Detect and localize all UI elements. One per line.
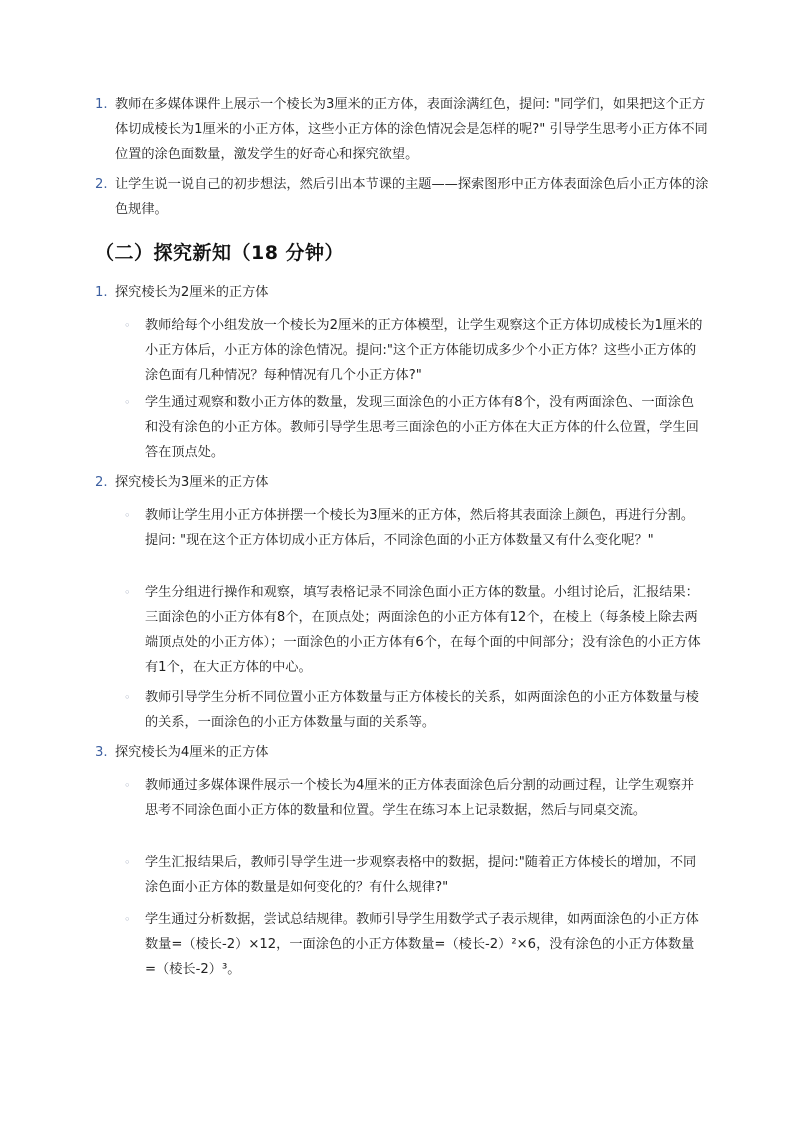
step-1-bullet-1	[124, 313, 704, 388]
step-3-number: 3.	[95, 745, 108, 760]
bullet-marker: ◦	[124, 691, 131, 704]
intro-item-1-text: 教师在多媒体课件上展示一个棱长为3厘米的正方体，表面涂满红色，提问: "同学们，如果把这个正方体切成棱长为1厘米的小正方体，这些小正方体的涂色情况会是怎样的呢?" 引导学生思考小正方体不同位置的涂色面数量，激发学生的好奇心和探究欲望。	[115, 97, 708, 162]
step-2-bullet-2	[124, 580, 704, 680]
bullet-marker: ◦	[124, 913, 131, 926]
intro-item-2-text: 让学生说一说自己的初步想法，然后引出本节课的主题——探索图形中正方体表面涂色后小正方体的涂色规律。	[115, 177, 709, 217]
step-1-bullet-2	[124, 390, 704, 465]
step-1-bullet-2-text: 学生通过观察和数小正方体的数量，发现三面涂色的小正方体有8个，没有两面涂色、一面涂色和没有涂色的小正方体。教师引导学生思考三面涂色的小正方体在大正方体的什么位置，学生回答在顶点处。	[145, 395, 699, 460]
step-3-bullet-3-text: 学生通过分析数据，尝试总结规律。教师引导学生用数学式子表示规律，如两面涂色的小正方体数量=（棱长-2）×12，一面涂色的小正方体数量=（棱长-2）²×6，没有涂色的小正方体数量=（棱长-2）³。	[145, 912, 699, 977]
step-2-bullet-3	[124, 685, 704, 735]
step-2-bullet-2-text: 学生分组进行操作和观察，填写表格记录不同涂色面小正方体的数量。小组讨论后，汇报结果：三面涂色的小正方体有8个，在顶点处；两面涂色的小正方体有12个，在棱上（每条棱上除去两端顶点处的小正方体）；一面涂色的小正方体有6个，在每个面的中间部分；没有涂色的小正方体有1个，在大正方体的中心。	[145, 585, 701, 675]
step-2-bullet-1-text: 教师让学生用小正方体拼摆一个棱长为3厘米的正方体，然后将其表面涂上颜色，再进行分割。提问: "现在这个正方体切成小正方体后，不同涂色面的小正方体数量又有什么变化呢？"	[145, 508, 695, 548]
bullet-marker: ◦	[124, 586, 131, 599]
intro-item-2-number: 2.	[95, 177, 108, 192]
section-heading: （二）探究新知（18 分钟）	[95, 242, 345, 264]
intro-item-1	[95, 92, 715, 167]
step-1-number: 1.	[95, 285, 108, 300]
step-3-bullet-1-text: 教师通过多媒体课件展示一个棱长为4厘米的正方体表面涂色后分割的动画过程，让学生观察并思考不同涂色面小正方体的数量和位置。学生在练习本上记录数据，然后与同桌交流。	[145, 778, 695, 818]
step-1-bullet-1-text: 教师给每个小组发放一个棱长为2厘米的正方体模型，让学生观察这个正方体切成棱长为1厘米的小正方体后，小正方体的涂色情况。提问:"这个正方体能切成多少个小正方体？这些小正方体的涂色面有几种情况？每种情况有几个小正方体?"	[145, 318, 703, 383]
intro-item-2	[95, 172, 715, 222]
step-1-title-text: 探究棱长为2厘米的正方体	[115, 285, 269, 300]
step-1-title	[95, 280, 715, 305]
step-3-title	[95, 740, 715, 765]
step-2-bullet-3-text: 教师引导学生分析不同位置小正方体数量与正方体棱长的关系，如两面涂色的小正方体数量与棱的关系，一面涂色的小正方体数量与面的关系等。	[145, 690, 699, 730]
step-2-title	[95, 470, 715, 495]
step-3-bullet-3	[124, 907, 704, 982]
intro-item-1-number: 1.	[95, 97, 108, 112]
step-2-title-text: 探究棱长为3厘米的正方体	[115, 475, 269, 490]
bullet-marker: ◦	[124, 509, 131, 522]
step-3-title-text: 探究棱长为4厘米的正方体	[115, 745, 269, 760]
step-2-number: 2.	[95, 475, 108, 490]
step-2-bullet-1	[124, 503, 704, 553]
bullet-marker: ◦	[124, 856, 131, 869]
step-3-bullet-1	[124, 773, 704, 823]
bullet-marker: ◦	[124, 779, 131, 792]
bullet-marker: ◦	[124, 396, 131, 409]
bullet-marker: ◦	[124, 319, 131, 332]
step-3-bullet-2	[124, 850, 704, 900]
step-3-bullet-2-text: 学生汇报结果后，教师引导学生进一步观察表格中的数据，提问:"随着正方体棱长的增加，不同涂色面小正方体的数量是如何变化的？有什么规律?"	[145, 855, 697, 895]
